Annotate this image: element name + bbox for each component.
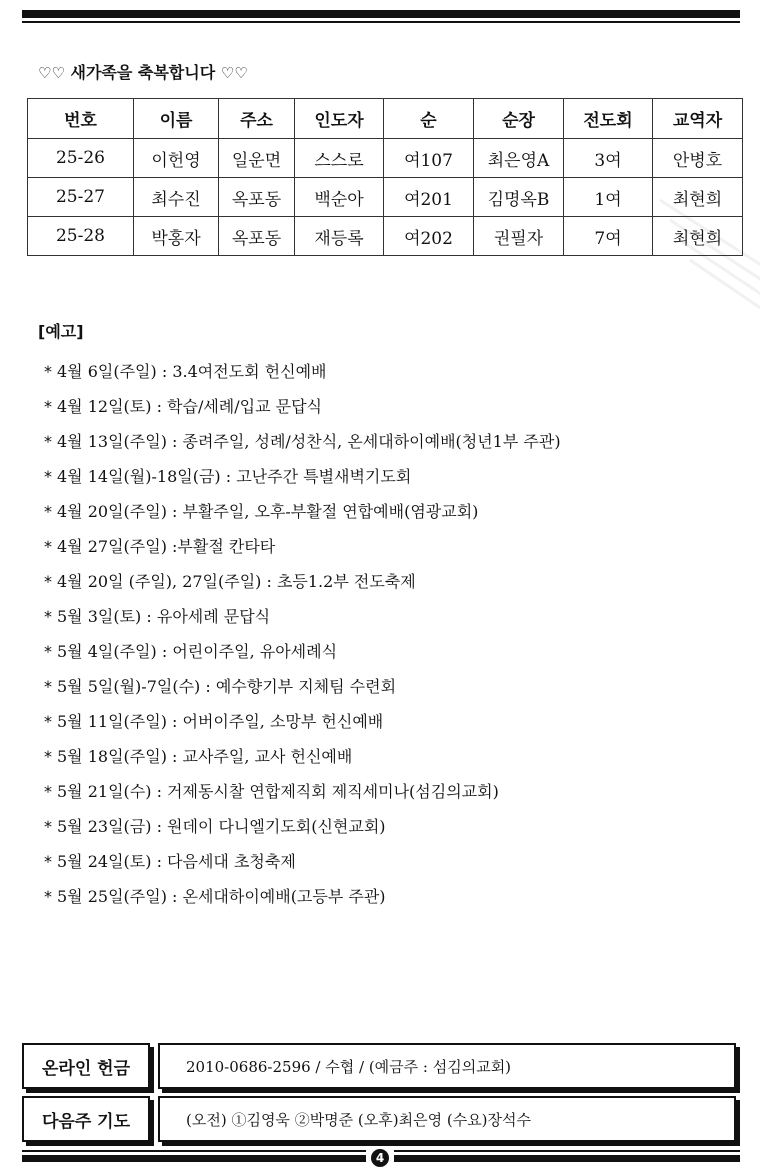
bullet-star: * [44, 607, 52, 626]
bottom-thick-rule-right [394, 1155, 740, 1162]
table-cell: 박홍자 [134, 217, 219, 256]
table-cell: 여201 [384, 178, 474, 217]
list-item-text: 4월 6일(주일) : 3.4여전도회 헌신예배 [57, 362, 327, 381]
bullet-star: * [44, 677, 52, 696]
bottom-thick-rule-left [22, 1155, 366, 1162]
offering-label: 온라인 헌금 [22, 1043, 150, 1089]
offering-account: 2010-0686-2596 / 수협 / (예금주 : 섬김의교회) [158, 1043, 736, 1089]
bottom-thin-rule-left [22, 1150, 366, 1152]
list-item-text: 4월 14일(월)-18일(금) : 고난주간 특별새벽기도회 [57, 467, 412, 486]
table-cell: 25-28 [28, 217, 134, 256]
table-cell: 옥포동 [219, 217, 295, 256]
top-thick-rule [22, 10, 740, 18]
table-cell: 이헌영 [134, 139, 219, 178]
table-cell: 최현희 [653, 178, 743, 217]
list-item [44, 708, 744, 743]
list-item [44, 813, 744, 848]
new-family-table [27, 98, 743, 256]
prayer-label: 다음주 기도 [22, 1096, 150, 1142]
table-cell: 3여 [564, 139, 653, 178]
list-item-text: 5월 11일(주일) : 어버이주일, 소망부 헌신예배 [57, 712, 384, 731]
bullet-star: * [44, 362, 52, 381]
bullet-star: * [44, 887, 52, 906]
list-item-text: 4월 27일(주일) :부활절 칸타타 [57, 537, 276, 556]
list-item [44, 533, 744, 568]
table-cell: 여107 [384, 139, 474, 178]
table-row [28, 217, 743, 256]
list-item [44, 358, 744, 393]
header-name: 이름 [134, 99, 219, 139]
header-minister: 교역자 [653, 99, 743, 139]
list-item [44, 393, 744, 428]
list-item [44, 673, 744, 708]
table-cell: 25-27 [28, 178, 134, 217]
bullet-star: * [44, 747, 52, 766]
list-item [44, 848, 744, 883]
bullet-star: * [44, 537, 52, 556]
header-group: 순 [384, 99, 474, 139]
heart-icon: ♡ [51, 64, 65, 82]
bullet-star: * [44, 432, 52, 451]
table-cell: 김명옥B [474, 178, 564, 217]
list-item-text: 5월 24일(토) : 다음세대 초청축제 [57, 852, 296, 871]
table-cell: 옥포동 [219, 178, 295, 217]
bullet-star: * [44, 467, 52, 486]
table-cell: 백순아 [295, 178, 384, 217]
bullet-star: * [44, 502, 52, 521]
header-group-leader: 순장 [474, 99, 564, 139]
table-cell: 스스로 [295, 139, 384, 178]
list-item [44, 778, 744, 813]
list-item [44, 428, 744, 463]
bullet-star: * [44, 572, 52, 591]
header-address: 주소 [219, 99, 295, 139]
list-item-text: 4월 20일(주일) : 부활주일, 오후-부활절 연합예배(염광교회) [57, 502, 479, 521]
bullet-star: * [44, 782, 52, 801]
table-row [28, 139, 743, 178]
bottom-thin-rule-right [394, 1150, 740, 1152]
notice-title: [예고] [38, 322, 84, 341]
list-item [44, 463, 744, 498]
table-header-row [28, 99, 743, 139]
list-item-text: 5월 3일(토) : 유아세례 문답식 [57, 607, 271, 626]
table-cell: 1여 [564, 178, 653, 217]
list-item-text: 5월 21일(수) : 거제동시찰 연합제직회 제직세미나(섬김의교회) [57, 782, 499, 801]
new-family-title-text: 새가족을 축복합니다 [70, 63, 216, 82]
list-item-text: 4월 13일(주일) : 종려주일, 성례/성찬식, 온세대하이예배(청년1부 주관) [57, 432, 561, 451]
bullet-star: * [44, 642, 52, 661]
bullet-star: * [44, 397, 52, 416]
list-item-text: 5월 5일(월)-7일(수) : 예수향기부 지체팀 수련회 [57, 677, 397, 696]
heart-icon: ♡ [220, 64, 235, 82]
table-cell: 권필자 [474, 217, 564, 256]
list-item [44, 568, 744, 603]
table-cell: 재등록 [295, 217, 384, 256]
prayer-names: (오전) ①김영욱 ②박명준 (오후)최은영 (수요)장석수 [158, 1096, 736, 1142]
table-cell: 여202 [384, 217, 474, 256]
header-guide: 인도자 [295, 99, 384, 139]
list-item-text: 4월 20일 (주일), 27일(주일) : 초등1.2부 전도축제 [57, 572, 416, 591]
list-item [44, 883, 744, 918]
header-number: 번호 [28, 99, 134, 139]
heart-icon: ♡ [234, 64, 248, 82]
list-item-text: 5월 18일(주일) : 교사주일, 교사 헌신예배 [57, 747, 353, 766]
table-cell: 안병호 [653, 139, 743, 178]
table-cell: 25-26 [28, 139, 134, 178]
header-mission-society: 전도회 [564, 99, 653, 139]
list-item [44, 743, 744, 778]
list-item-text: 5월 4일(주일) : 어린이주일, 유아세례식 [57, 642, 338, 661]
list-item [44, 603, 744, 638]
table-cell: 최은영A [474, 139, 564, 178]
bullet-star: * [44, 712, 52, 731]
table-cell: 일운면 [219, 139, 295, 178]
list-item [44, 638, 744, 673]
list-item-text: 4월 12일(토) : 학습/세례/입교 문답식 [57, 397, 323, 416]
table-row [28, 178, 743, 217]
page-number-badge: 4 [371, 1149, 389, 1167]
list-item-text: 5월 25일(주일) : 온세대하이예배(고등부 주관) [57, 887, 386, 906]
bullet-star: * [44, 817, 52, 836]
new-family-title [38, 60, 248, 83]
table-cell: 최수진 [134, 178, 219, 217]
heart-icon: ♡ [38, 64, 52, 82]
bullet-star: * [44, 852, 52, 871]
list-item [44, 498, 744, 533]
table-cell: 7여 [564, 217, 653, 256]
list-item-text: 5월 23일(금) : 원데이 다니엘기도회(신현교회) [57, 817, 386, 836]
table-cell: 최현희 [653, 217, 743, 256]
notice-list [44, 358, 744, 918]
top-thin-rule [22, 21, 740, 23]
